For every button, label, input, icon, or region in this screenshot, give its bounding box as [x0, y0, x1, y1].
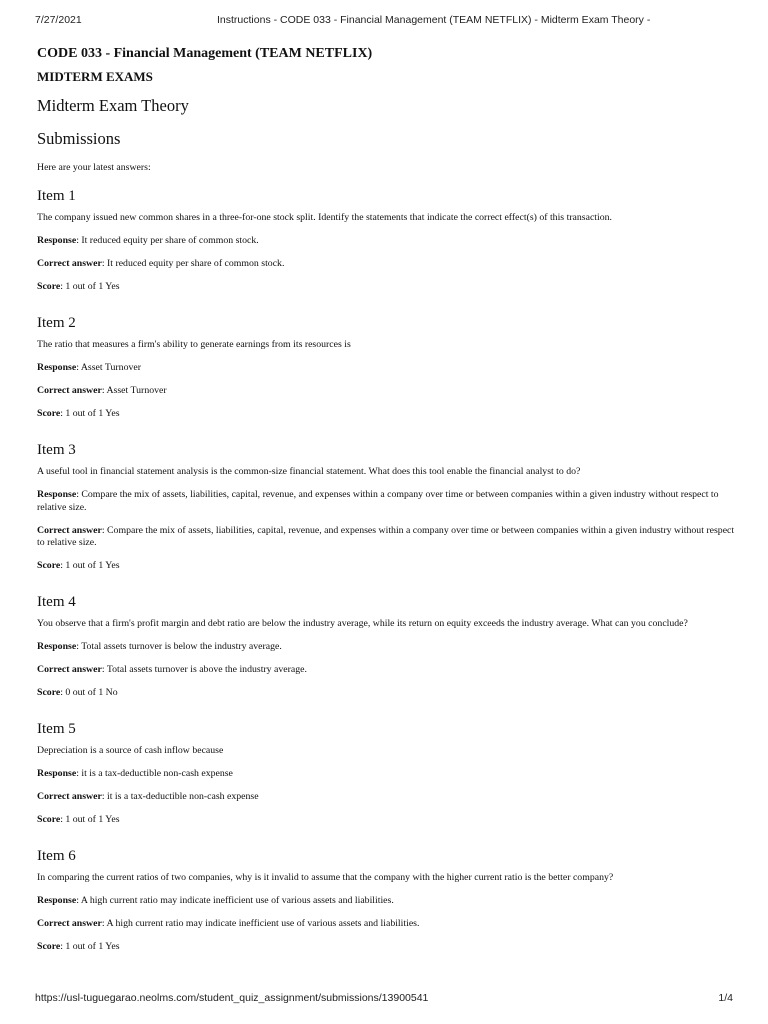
item-heading: Item 5: [37, 721, 76, 737]
item-correct-answer: [37, 664, 737, 677]
correct-answer-label: Correct answer: [37, 524, 102, 536]
item-correct-answer: [37, 258, 737, 271]
response-value: : Asset Turnover: [76, 362, 141, 373]
quiz-item-2: [37, 304, 737, 421]
score-value: : 1 out of 1 Yes: [60, 941, 120, 952]
page-url-link[interactable]: https://usl-tuguegarao.neolms.com/student_quiz_assignment/submissions/13900541: [35, 992, 429, 1004]
response-label: Response: [37, 362, 77, 373]
response-value: : it is a tax-deductible non-cash expense: [76, 768, 233, 779]
section-title: MIDTERM EXAMS: [37, 69, 153, 84]
item-heading: Item 6: [37, 848, 76, 864]
item-correct-answer: [37, 385, 737, 398]
submissions-heading: Submissions: [37, 129, 121, 148]
item-score: [37, 281, 737, 294]
item-question: In comparing the current ratios of two companies, why is it invalid to assume that the company with the higher current ratio is the better company?: [37, 872, 614, 883]
print-header: [0, 14, 768, 30]
correct-answer-label: Correct answer: [37, 791, 102, 802]
print-footer: [0, 992, 768, 1008]
quiz-item-3: [37, 431, 737, 573]
item-score: [37, 408, 737, 421]
score-value: : 1 out of 1 Yes: [60, 560, 120, 571]
score-label: Score: [37, 281, 61, 292]
correct-answer-label: Correct answer: [37, 258, 102, 269]
quiz-item-5: [37, 710, 737, 827]
exam-title: Midterm Exam Theory: [37, 96, 189, 115]
response-value: : Total assets turnover is below the industry average.: [76, 641, 282, 652]
score-value: : 0 out of 1 No: [60, 687, 118, 698]
score-label: Score: [37, 687, 61, 698]
correct-answer-value: : A high current ratio may indicate inefficient use of various assets and liabilities.: [101, 918, 420, 929]
item-correct-answer: [37, 791, 737, 804]
page-number: 1/4: [718, 992, 733, 1004]
item-response: [37, 895, 737, 908]
item-question: Depreciation is a source of cash inflow because: [37, 745, 224, 756]
score-value: : 1 out of 1 Yes: [60, 281, 120, 292]
item-question: The ratio that measures a firm's ability to generate earnings from its resources is: [37, 339, 351, 350]
score-value: : 1 out of 1 Yes: [60, 408, 120, 419]
item-response: [37, 489, 737, 514]
correct-answer-value: : It reduced equity per share of common stock.: [101, 258, 285, 269]
score-label: Score: [37, 814, 61, 825]
response-label: Response: [37, 641, 77, 652]
item-heading: Item 3: [37, 442, 76, 458]
print-date: 7/27/2021: [35, 14, 82, 26]
score-value: : 1 out of 1 Yes: [60, 814, 120, 825]
item-heading: Item 1: [37, 188, 76, 204]
score-label: Score: [37, 408, 61, 419]
correct-answer-value: : it is a tax-deductible non-cash expense: [101, 791, 259, 802]
intro-text: Here are your latest answers:: [37, 162, 151, 173]
response-label: Response: [37, 489, 77, 500]
item-heading: Item 2: [37, 315, 76, 331]
correct-answer-label: Correct answer: [37, 385, 102, 396]
correct-answer-value: : Asset Turnover: [101, 385, 167, 396]
item-response: [37, 641, 737, 654]
correct-answer-label: Correct answer: [37, 918, 102, 929]
item-correct-answer: [37, 918, 737, 931]
response-label: Response: [37, 235, 77, 246]
quiz-item-1: [37, 177, 737, 294]
item-score: [37, 560, 737, 573]
quiz-item-4: [37, 583, 737, 700]
correct-answer-label: Correct answer: [37, 664, 102, 675]
response-label: Response: [37, 768, 77, 779]
correct-answer-value: : Total assets turnover is above the industry average.: [101, 664, 307, 675]
response-value: : A high current ratio may indicate inefficient use of various assets and liabilities.: [76, 895, 394, 906]
item-response: [37, 362, 737, 375]
item-correct-answer: [37, 525, 737, 550]
print-page-title: Instructions - CODE 033 - Financial Management (TEAM NETFLIX) - Midterm Exam Theory -: [217, 14, 651, 26]
course-title: CODE 033 - Financial Management (TEAM NETFLIX): [37, 46, 373, 61]
item-response: [37, 768, 737, 781]
quiz-item-6: [37, 837, 737, 954]
item-heading: Item 4: [37, 594, 76, 610]
item-score: [37, 814, 737, 827]
item-score: [37, 941, 737, 954]
response-label: Response: [37, 895, 77, 906]
item-response: [37, 235, 737, 248]
response-value: : Compare the mix of assets, liabilities, capital, revenue, and expenses within a company over time or between companies within a given industry without respect to relative size.: [37, 489, 719, 513]
correct-answer-value: : Compare the mix of assets, liabilities, capital, revenue, and expenses within a company over time or between companies within a given industry without respect to relative size.: [37, 524, 735, 548]
item-question: A useful tool in financial statement analysis is the common-size financial statement. What does this tool enable the financial analyst to do?: [37, 466, 581, 477]
item-score: [37, 687, 737, 700]
score-label: Score: [37, 560, 61, 571]
response-value: : It reduced equity per share of common stock.: [76, 235, 259, 246]
score-label: Score: [37, 941, 61, 952]
page-content: [37, 44, 737, 964]
item-question: You observe that a firm's profit margin and debt ratio are below the industry average, while its return on equity exceeds the industry average. What can you conclude?: [37, 618, 688, 629]
item-question: The company issued new common shares in a three-for-one stock split. Identify the statements that indicate the correct effect(s) of this transaction.: [37, 212, 612, 223]
